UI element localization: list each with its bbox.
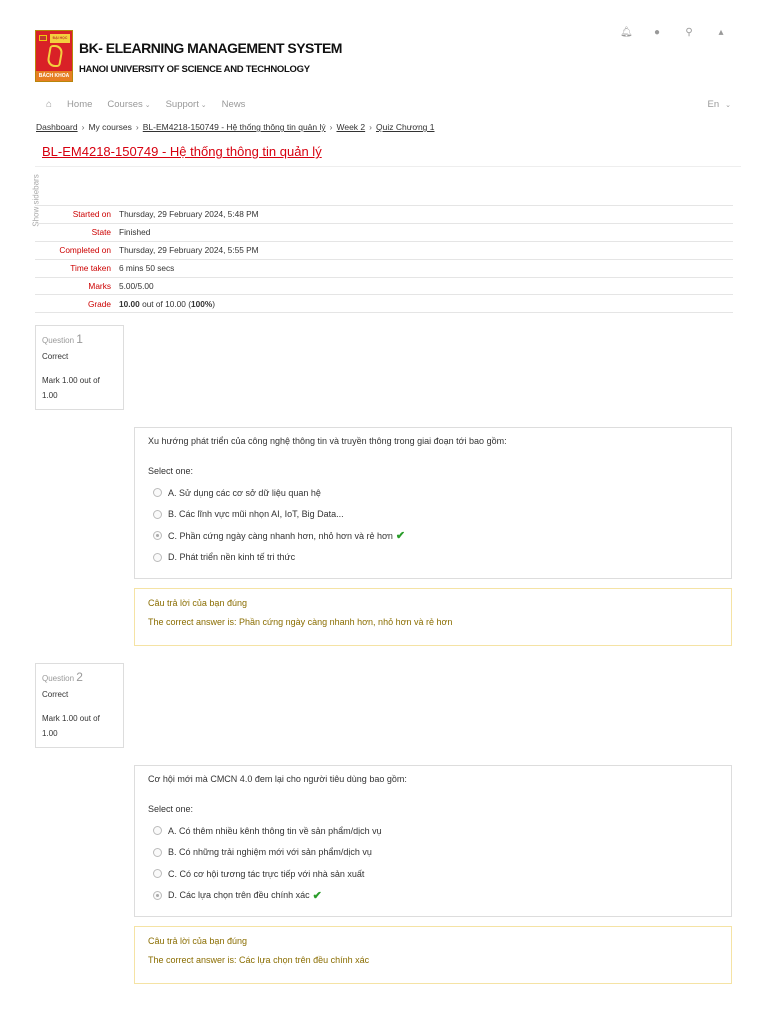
- language-label: En: [707, 98, 720, 110]
- option-label: A. Có thêm nhiều kênh thông tin về sản phẩm/dịch vụ: [168, 825, 382, 836]
- feedback-text: Câu trả lời của bạn đúng: [148, 936, 247, 946]
- grade-percent: 100%: [190, 298, 213, 309]
- university-logo[interactable]: [35, 30, 73, 82]
- site-subtitle: HANOI UNIVERSITY OF SCIENCE AND TECHNOLOGY: [79, 64, 310, 75]
- right-answer-text: The correct answer is: Các lựa chọn trên đều chính xác: [148, 955, 370, 965]
- logo-mark-icon: [46, 45, 64, 67]
- select-one-prompt: Select one:: [148, 804, 194, 814]
- question-info: [35, 325, 124, 410]
- quiz-summary-table: [35, 205, 733, 313]
- top-icons: [620, 27, 726, 38]
- question-formulation: [134, 427, 732, 579]
- question-label: Question: [42, 674, 75, 683]
- breadcrumb-my-courses: My courses: [88, 122, 132, 132]
- radio-button-selected[interactable]: [153, 531, 162, 540]
- table-row: [35, 241, 733, 259]
- summary-key: Marks: [35, 277, 119, 295]
- main-nav: [46, 97, 731, 111]
- answer-option[interactable]: [148, 863, 718, 885]
- question-text: Cơ hội mới mà CMCN 4.0 đem lại cho người tiêu dùng bao gồm:: [148, 774, 407, 784]
- breadcrumb-separator: ›: [135, 122, 139, 132]
- logo-top-box: ĐẠI HỌC: [50, 34, 70, 43]
- radio-button-selected[interactable]: [153, 891, 162, 900]
- answer-option[interactable]: [148, 842, 718, 864]
- answer-option[interactable]: [148, 525, 718, 547]
- logo-caption: BÁCH KHOA: [36, 71, 72, 81]
- question-text: Xu hướng phát triển của công nghệ thông tin và truyền thông trong giai đoạn tới bao gồm:: [148, 436, 507, 446]
- question-info: [35, 663, 124, 748]
- answer-option[interactable]: [148, 885, 718, 907]
- answer-option[interactable]: [148, 482, 718, 504]
- breadcrumb-course[interactable]: BL-EM4218-150749 - Hệ thống thông tin quản lý: [142, 122, 326, 132]
- chat-icon[interactable]: ●: [653, 27, 661, 38]
- question-grade: Mark 1.00 out of 1.00: [42, 376, 100, 400]
- chevron-down-icon: ⌄: [142, 101, 151, 109]
- question-number-value: 2: [76, 670, 83, 684]
- answer-options: [148, 820, 718, 906]
- question-feedback: [134, 588, 732, 646]
- table-row: [35, 277, 733, 295]
- answer-option[interactable]: [148, 547, 718, 569]
- chevron-down-icon: ⌄: [725, 101, 731, 109]
- radio-button[interactable]: [153, 848, 162, 857]
- question-label: Question: [42, 336, 75, 345]
- summary-key: Time taken: [35, 259, 119, 277]
- option-label: B. Có những trải nghiệm mới với sản phẩm/dịch vụ: [168, 847, 372, 858]
- summary-key: State: [35, 223, 119, 241]
- option-label: D. Phát triển nền kinh tế tri thức: [168, 552, 296, 563]
- summary-value: 5.00/5.00: [119, 277, 733, 295]
- radio-button[interactable]: [153, 869, 162, 878]
- question-state: Correct: [42, 690, 69, 699]
- question-feedback: [134, 926, 732, 984]
- flag-icon: [39, 35, 47, 41]
- question-number-value: 1: [76, 332, 83, 346]
- search-icon[interactable]: ⚲: [685, 27, 693, 38]
- option-label: C. Có cơ hội tương tác trực tiếp với nhà sản xuất: [168, 868, 365, 879]
- user-icon[interactable]: ▴: [718, 27, 724, 38]
- site-title[interactable]: BK- ELEARNING MANAGEMENT SYSTEM: [79, 40, 342, 56]
- grade-end: ): [212, 298, 215, 309]
- option-label: A. Sử dụng các cơ sở dữ liệu quan hệ: [168, 487, 321, 498]
- question-grade: Mark 1.00 out of 1.00: [42, 714, 100, 738]
- table-row: [35, 295, 733, 313]
- grade-value: 10.00: [119, 298, 140, 309]
- course-title-link[interactable]: BL-EM4218-150749 - Hệ thống thông tin quản lý: [42, 144, 322, 159]
- summary-key: Started on: [35, 206, 119, 224]
- answer-options: [148, 482, 718, 568]
- question-number: [42, 670, 117, 684]
- answer-option[interactable]: [148, 820, 718, 842]
- option-label: B. Các lĩnh vực mũi nhọn AI, IoT, Big Data...: [168, 509, 344, 520]
- bell-icon[interactable]: 🔔︎: [620, 27, 633, 38]
- radio-button[interactable]: [153, 553, 162, 562]
- summary-key: Completed on: [35, 241, 119, 259]
- nav-support-label: Support: [165, 98, 199, 110]
- radio-button[interactable]: [153, 826, 162, 835]
- nav-courses-label: Courses: [107, 98, 143, 110]
- option-label: D. Các lựa chọn trên đều chính xác: [168, 890, 310, 901]
- language-selector[interactable]: [708, 99, 732, 110]
- table-row: [35, 223, 733, 241]
- nav-home[interactable]: Home: [67, 98, 93, 110]
- divider: [35, 166, 741, 167]
- summary-value: Thursday, 29 February 2024, 5:48 PM: [119, 206, 733, 224]
- right-answer-text: The correct answer is: Phần cứng ngày càng nhanh hơn, nhỏ hơn và rẻ hơn: [148, 617, 453, 627]
- breadcrumb-week[interactable]: Week 2: [336, 122, 366, 132]
- radio-button[interactable]: [153, 510, 162, 519]
- option-label: C. Phần cứng ngày càng nhanh hơn, nhỏ hơn và rẻ hơn: [168, 530, 393, 541]
- breadcrumb-separator: ›: [81, 122, 85, 132]
- breadcrumb-dashboard[interactable]: Dashboard: [36, 122, 78, 132]
- table-row: [35, 259, 733, 277]
- site-header: [35, 30, 735, 85]
- question-state: Correct: [42, 352, 69, 361]
- select-one-prompt: Select one:: [148, 466, 194, 476]
- question-number: [42, 332, 117, 346]
- summary-value: [119, 295, 733, 313]
- summary-value: Thursday, 29 February 2024, 5:55 PM: [119, 241, 733, 259]
- summary-value: 6 mins 50 secs: [119, 259, 733, 277]
- check-icon: ✔: [395, 530, 406, 543]
- breadcrumb: [36, 122, 435, 132]
- summary-key: Grade: [35, 295, 119, 313]
- show-sidebars-label: Show sidebars: [31, 174, 41, 227]
- breadcrumb-separator: ›: [369, 122, 372, 132]
- breadcrumb-quiz[interactable]: Quiz Chương 1: [375, 122, 435, 132]
- nav-news[interactable]: News: [221, 98, 246, 110]
- nav-courses[interactable]: [107, 99, 150, 110]
- summary-value: Finished: [119, 223, 733, 241]
- answer-option[interactable]: [148, 504, 718, 526]
- radio-button[interactable]: [153, 488, 162, 497]
- check-icon: ✔: [312, 889, 322, 902]
- grade-mid: out of 10.00 (: [142, 298, 191, 309]
- question-formulation: [134, 765, 732, 917]
- home-icon[interactable]: ⌂: [46, 98, 53, 110]
- chevron-down-icon: ⌄: [198, 101, 207, 109]
- feedback-text: Câu trả lời của bạn đúng: [148, 598, 247, 608]
- table-row: [35, 206, 733, 224]
- nav-support[interactable]: [166, 99, 207, 110]
- breadcrumb-separator: ›: [329, 122, 333, 132]
